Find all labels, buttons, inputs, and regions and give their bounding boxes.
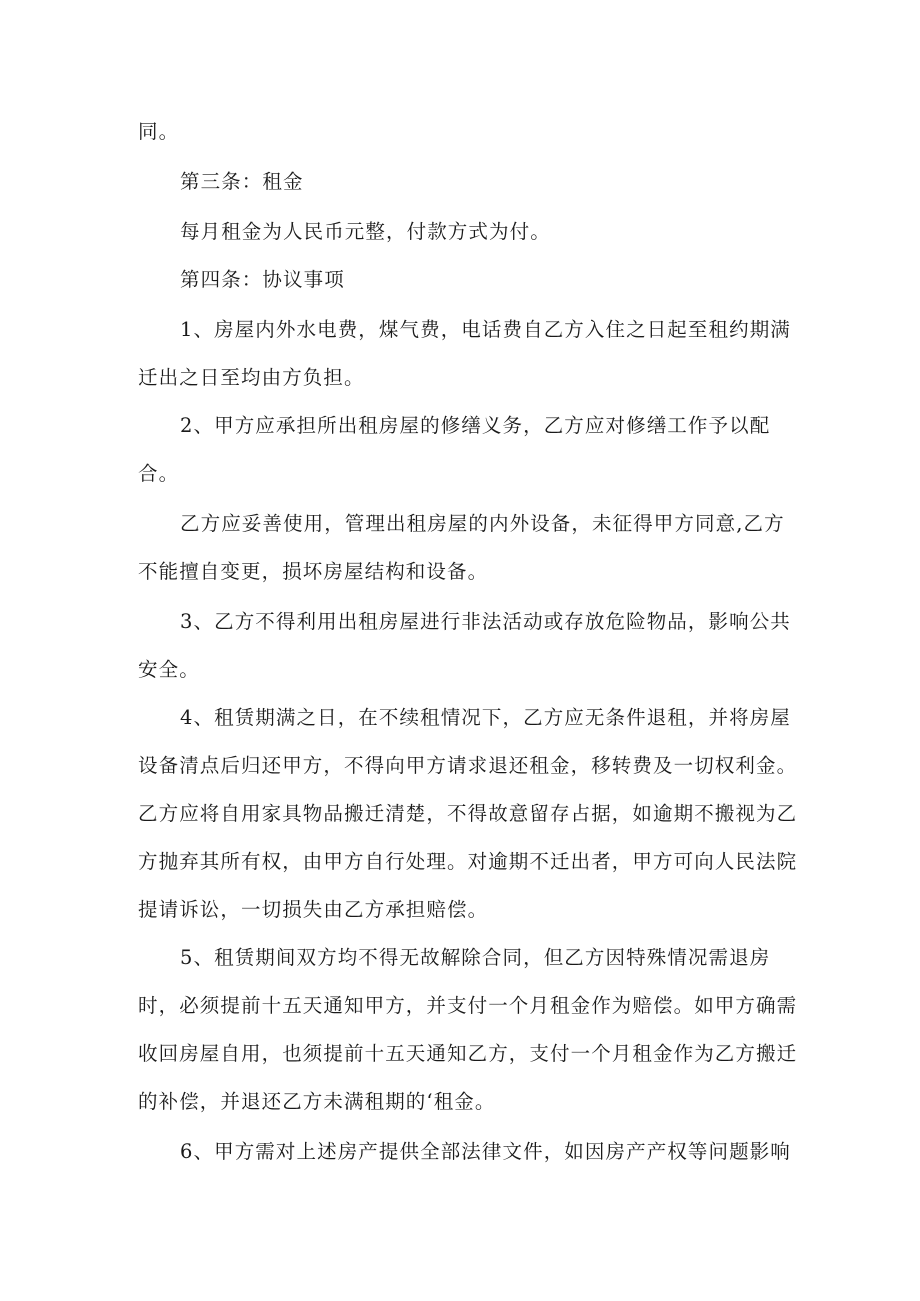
- text-line: 设备清点后归还甲方，不得向甲方请求退还租金，移转费及一切权利金。: [138, 754, 798, 777]
- text-line: 乙方应妥善使用，管理出租房屋的内外设备，未征得甲方同意,乙方: [180, 512, 785, 535]
- text-line: 安全。: [138, 658, 200, 681]
- text-line: 2、甲方应承担所出租房屋的修缮义务，乙方应对修缮工作予以配: [180, 414, 771, 437]
- text-line: 时，必须提前十五天通知甲方，并支付一个月租金作为赔偿。如甲方确需: [138, 994, 798, 1017]
- text-line: 乙方应将自用家具物品搬迁清楚，不得故意留存占据，如逾期不搬视为乙: [138, 802, 798, 825]
- text-line: 迁出之日至均由方负担。: [138, 366, 365, 389]
- text-line: 的补偿，并退还乙方未满租期的‘租金。: [138, 1090, 496, 1113]
- text-line: 4、租赁期满之日，在不续租情况下，乙方应无条件退租，并将房屋: [180, 706, 791, 729]
- text-line: 3、乙方不得利用出租房屋进行非法活动或存放危险物品，影响公共: [180, 610, 791, 633]
- text-line: 1、房屋内外水电费，煤气费，电话费自乙方入住之日起至租约期满: [180, 318, 791, 341]
- text-line: 6、甲方需对上述房产提供全部法律文件，如因房产产权等问题影响: [180, 1140, 791, 1163]
- text-line: 每月租金为人民币元整，付款方式为付。: [180, 220, 551, 243]
- text-line: 收回房屋自用，也须提前十五天通知乙方，支付一个月租金作为乙方搬迁: [138, 1042, 798, 1065]
- section-heading: 第三条：租金: [180, 170, 304, 193]
- text-line: 方抛弃其所有权，由甲方自行处理。对逾期不迁出者，甲方可向人民法院: [138, 850, 798, 873]
- text-line: 不能擅自变更，损坏房屋结构和设备。: [138, 560, 489, 583]
- text-line: 同。: [138, 120, 180, 143]
- text-line: 5、租赁期间双方均不得无故解除合同，但乙方因特殊情况需退房: [180, 946, 771, 969]
- text-line: 提请诉讼，一切损失由乙方承担赔偿。: [138, 898, 489, 921]
- section-heading: 第四条：协议事项: [180, 268, 345, 291]
- text-line: 合。: [138, 462, 180, 485]
